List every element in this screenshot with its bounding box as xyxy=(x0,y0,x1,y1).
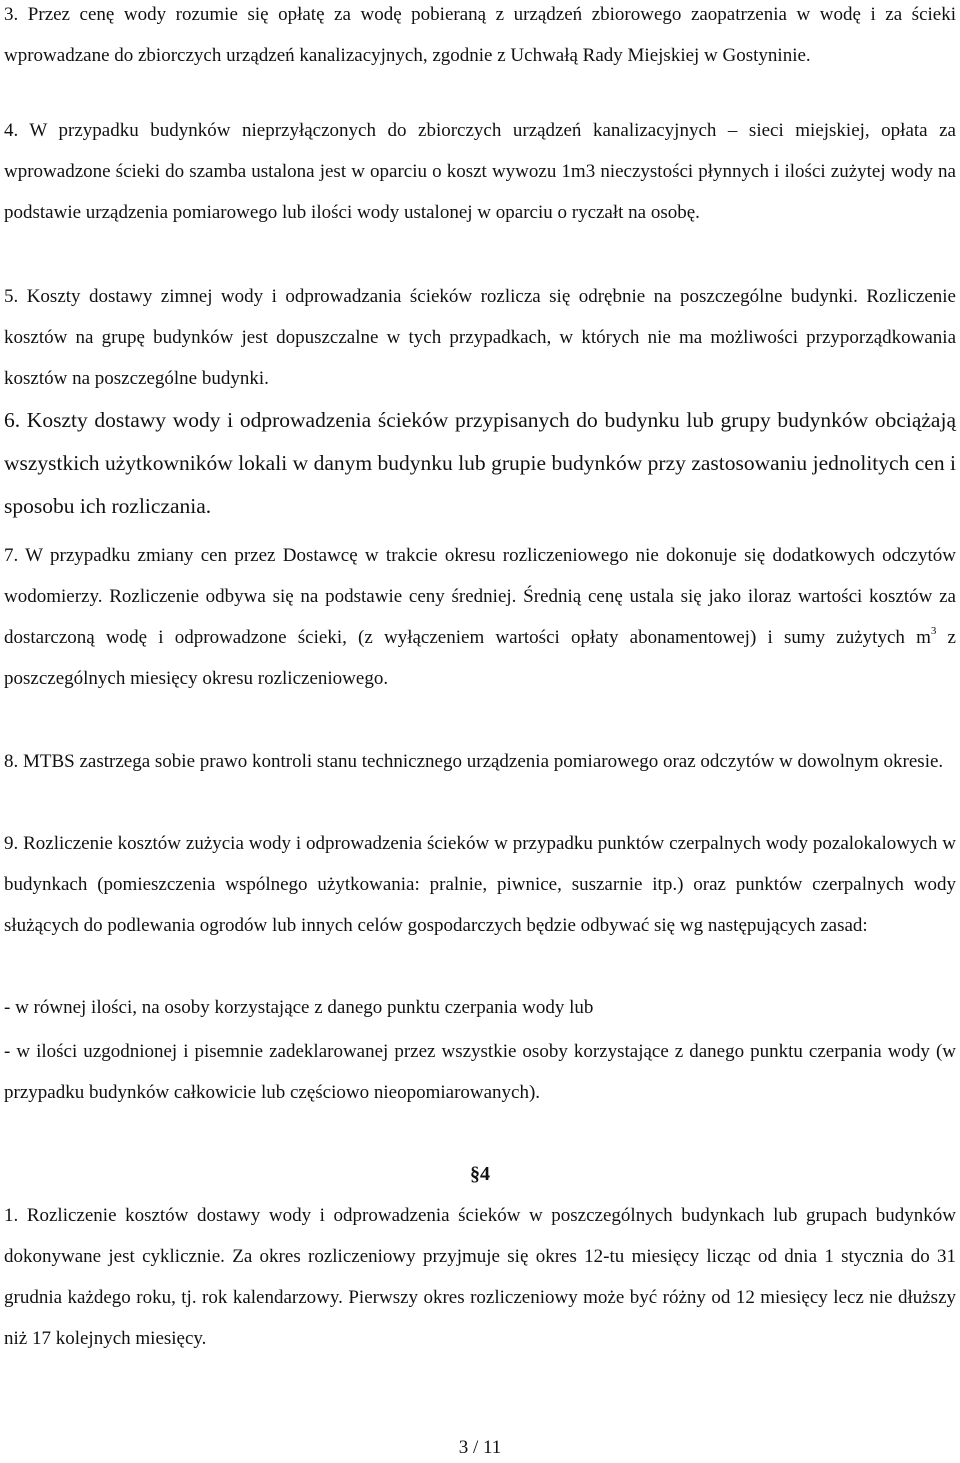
paragraph-9: 9. Rozliczenie kosztów zużycia wody i odprowadzenia ścieków w przypadku punktów czerpalnych wody pozalokalowych w budynkach (pomieszczenia wspólnego użytkowania: pralnie, piwnice, suszarnie itp.) oraz punktów czerpalnych wody służących do podlewania ogrodów lub innych celów gospodarczych będzie odbywać się wg następujących zasad: xyxy=(4,833,956,936)
page-number: 3 / 11 xyxy=(458,1437,502,1458)
section-heading: §4 xyxy=(470,1163,490,1185)
paragraph-7-text: 7. W przypadku zmiany cen przez Dostawcę w trakcie okresu rozliczeniowego nie dokonuje się dodatkowych odczytów wodomierzy. Rozliczenie odbywa się na podstawie ceny średniej. Średnią cenę ustala się jako iloraz wartości kosztów za dostarczoną wodę i odprowadzone ścieki, (z wyłączeniem wartości opłaty abonamentowej) i sumy zużytych m xyxy=(4,545,956,648)
paragraph-7 xyxy=(4,535,956,699)
cubic-superscript: 3 xyxy=(930,624,937,637)
section-4-paragraph-1: 1. Rozliczenie kosztów dostawy wody i odprowadzenia ścieków w poszczególnych budynkach lub grupach budynków dokonywane jest cyklicznie. Za okres rozliczeniowy przyjmuje się okres 12-tu miesięcy licząc od dnia 1 stycznia do 31 grudnia każdego roku, tj. rok kalendarzowy. Pierwszy okres rozliczeniowy może być różny od 12 miesięcy lecz nie dłuższy niż 17 kolejnych miesięcy. xyxy=(4,1205,956,1349)
paragraph-7-text-end: z poszczególnych miesięcy okresu rozliczeniowego. xyxy=(4,627,956,689)
paragraph-8: 8. MTBS zastrzega sobie prawo kontroli stanu technicznego urządzenia pomiarowego oraz odczytów w dowolnym okresie. xyxy=(4,751,944,772)
paragraph-9-rule-b: - w ilości uzgodnionej i pisemnie zadeklarowanej przez wszystkie osoby korzystające z danego punktu czerpania wody (w przypadku budynków całkowicie lub częściowo nieopomiarowanych). xyxy=(4,1041,956,1103)
paragraph-9-rule-a: - w równej ilości, na osoby korzystające z danego punktu czerpania wody lub xyxy=(4,997,594,1018)
paragraph-3: 3. Przez cenę wody rozumie się opłatę za wodę pobieraną z urządzeń zbiorowego zaopatrzenia w wodę i za ścieki wprowadzane do zbiorczych urządzeń kanalizacyjnych, zgodnie z Uchwałą Rady Miejskiej w Gostyninie. xyxy=(4,4,956,66)
paragraph-6: 6. Koszty dostawy wody i odprowadzenia ścieków przypisanych do budynku lub grupy budynków obciążają wszystkich użytkowników lokali w danym budynku lub grupie budynków przy zastosowaniu jednolitych cen i sposobu ich rozliczania. xyxy=(4,408,956,518)
paragraph-5: 5. Koszty dostawy zimnej wody i odprowadzania ścieków rozlicza się odrębnie na poszczególne budynki. Rozliczenie kosztów na grupę budynków jest dopuszczalne w tych przypadkach, w których nie ma możliwości przyporządkowania kosztów na poszczególne budynki. xyxy=(4,286,956,389)
paragraph-4: 4. W przypadku budynków nieprzyłączonych do zbiorczych urządzeń kanalizacyjnych – sieci miejskiej, opłata za wprowadzone ścieki do szamba ustalona jest w oparciu o koszt wywozu 1m3 nieczystości płynnych i ilości zużytej wody na podstawie urządzenia pomiarowego lub ilości wody ustalonej w oparciu o ryczałt na osobę. xyxy=(4,120,956,223)
